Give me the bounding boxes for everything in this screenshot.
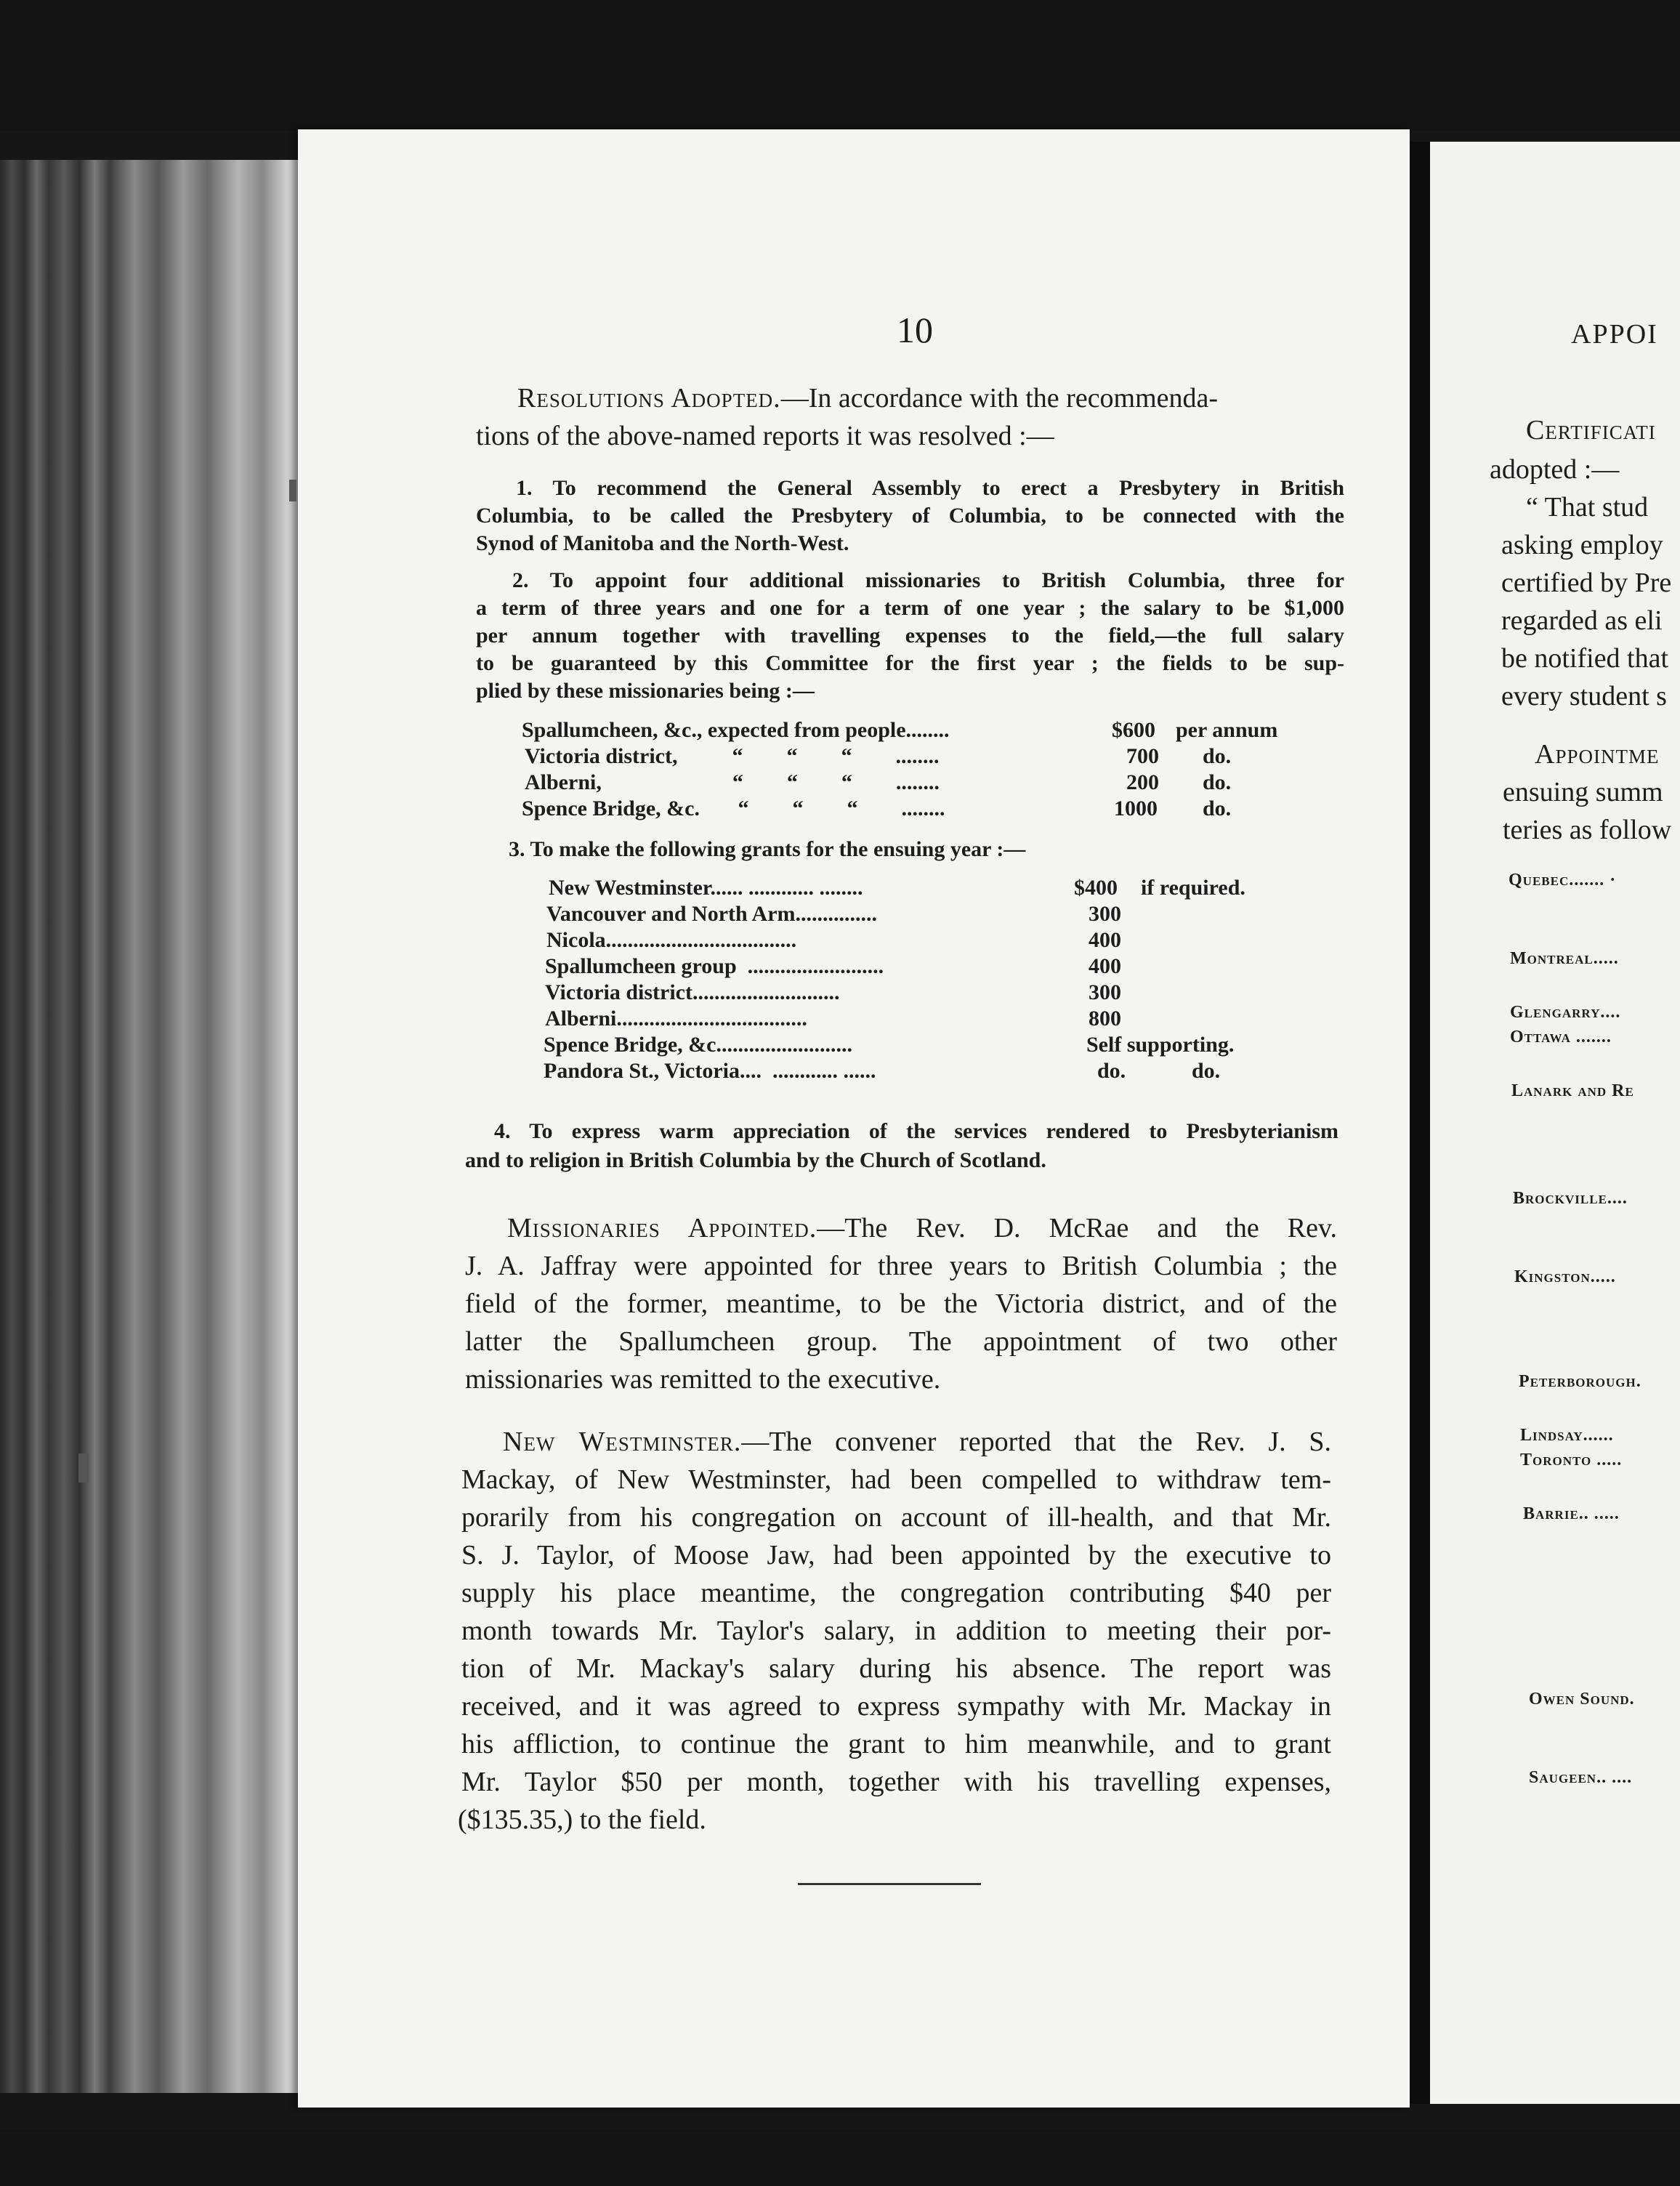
resolutions-intro-1: —In accordance with the recommenda- [780,383,1219,414]
section-divider-rule [798,1883,981,1885]
presbytery-label: Brockville.... [1513,1189,1628,1208]
missionaries-paragraph-line: missionaries was remitted to the executive. [465,1364,941,1395]
westminster-paragraph-line: porarily from his congregation on account of ill-health, and that Mr. [461,1502,1331,1533]
resolution-2-line: plied by these missionaries being :— [476,679,815,703]
grant-amount: 300 [1089,902,1121,926]
resolution-2-line: a term of three years and one for a term of one year ; the salary to be $1,000 [476,596,1344,620]
right-page-line: adopted :— [1490,454,1620,485]
field-note: do. [1203,770,1232,794]
margin-mark [78,1453,89,1483]
resolution-1-line: 1. To recommend the General Assembly to erect a Presbytery in British [516,476,1344,500]
westminster-paragraph-line: received, and it was agreed to express sympathy with Mr. Mackay in [461,1691,1331,1722]
resolutions-paragraph-line [517,382,1346,414]
grant-amount: Self supporting. [1086,1033,1235,1057]
right-page-line: teries as follow [1503,815,1672,845]
field-amount: $600 [1112,718,1155,742]
field-name: Spallumcheen, &c., expected from people........ [522,718,950,742]
westminster-text: —The convener reported that the Rev. J. S. [741,1427,1331,1457]
grant-amount: 400 [1089,954,1121,978]
grant-amount: 800 [1089,1007,1121,1031]
right-page-line: every student s [1501,681,1667,711]
right-page-header: APPOI [1571,319,1658,350]
presbytery-label: Quebec....... · [1509,871,1617,890]
grant-note: if required. [1141,876,1245,900]
right-page-line: Appointme [1535,739,1660,770]
right-page-line: certified by Pre [1501,568,1672,598]
westminster-paragraph-line: Mackay, of New Westminster, had been compelled to withdraw tem- [461,1464,1331,1495]
book-page-edges [0,160,305,2093]
scan-background-top [0,0,1680,131]
westminster-heading: New Westminster. [503,1427,742,1457]
right-page-line: be notified that [1501,643,1669,674]
missionaries-paragraph-line [507,1212,1337,1244]
grant-amount: 300 [1089,980,1121,1004]
presbytery-label: Lindsay...... [1520,1426,1614,1445]
westminster-paragraph-line [503,1426,1331,1458]
book-gutter [1410,142,1430,2104]
presbytery-label: Toronto ..... [1520,1451,1623,1469]
right-page-line: Certificati [1526,415,1656,445]
grant-name: Pandora St., Victoria.... ............ ...... [544,1059,876,1083]
presbytery-label: Montreal..... [1510,949,1619,968]
right-page-line: ensuing summ [1503,777,1663,807]
grant-name: Victoria district........................... [545,980,840,1004]
missionaries-heading: Missionaries Appointed. [507,1213,817,1243]
westminster-paragraph-line: tion of Mr. Mackay's salary during his absence. The report was [461,1653,1331,1684]
grant-name: New Westminster...... ............ ........ [549,876,863,900]
missionaries-paragraph-line: latter the Spallumcheen group. The appointment of two other [465,1326,1337,1357]
margin-mark [289,480,296,501]
resolution-3-intro: 3. To make the following grants for the ensuing year :— [509,837,1026,861]
scan-background-bottom [0,2129,1680,2186]
resolution-1-line: Columbia, to be called the Presbytery of Columbia, to be connected with the [476,504,1344,528]
field-name: Alberni, “ “ “ ........ [525,770,940,794]
field-name: Spence Bridge, &c. “ “ “ ........ [522,796,945,820]
presbytery-label: Kingston..... [1514,1267,1616,1286]
presbytery-label: Barrie.. ..... [1523,1504,1620,1523]
field-note: do. [1203,744,1232,768]
westminster-paragraph-line: month towards Mr. Taylor's salary, in addition to meeting their por- [461,1616,1331,1646]
field-amount: 1000 [1114,796,1158,820]
presbytery-label: Peterborough. [1519,1372,1641,1391]
field-note: do. [1203,796,1232,820]
resolution-2-line: to be guaranteed by this Committee for the first year ; the fields to be sup- [476,651,1344,675]
field-amount: 700 [1126,744,1159,768]
right-page-line: asking employ [1501,530,1663,560]
resolution-2-line: 2. To appoint four additional missionaries to British Columbia, three for [512,568,1344,592]
field-name: Victoria district, “ “ “ ........ [525,744,940,768]
westminster-paragraph-line: Mr. Taylor $50 per month, together with his travelling expenses, [461,1767,1331,1797]
presbytery-label: Saugeen.. .... [1529,1768,1633,1787]
resolutions-intro-2: tions of the above-named reports it was resolved :— [476,421,1054,451]
presbytery-label: Owen Sound. [1529,1690,1635,1709]
presbytery-label: Lanark and Re [1511,1081,1634,1100]
grant-note: do. [1192,1059,1221,1083]
grant-amount: $400 [1074,876,1118,900]
presbytery-label: Glengarry.... [1510,1003,1621,1022]
grant-name: Spallumcheen group ......................... [545,954,884,978]
grant-amount: do. [1097,1059,1126,1083]
grant-name: Vancouver and North Arm............... [546,902,878,926]
resolution-4-line: and to religion in British Columbia by the Church of Scotland. [465,1148,1046,1172]
westminster-paragraph-line: his affliction, to continue the grant to him meanwhile, and to grant [461,1729,1331,1759]
grant-amount: 400 [1089,928,1121,952]
grant-name: Alberni................................... [545,1007,807,1031]
resolution-1-line: Synod of Manitoba and the North-West. [476,531,849,555]
missionaries-text: —The Rev. D. McRae and the Rev. [817,1213,1337,1243]
right-page-line: regarded as eli [1501,605,1663,636]
field-note: per annum [1176,718,1278,742]
resolution-4-line: 4. To express warm appreciation of the services rendered to Presbyterianism [494,1119,1338,1143]
westminster-paragraph-line: ($135.35,) to the field. [458,1804,706,1835]
right-page-line: “ That stud [1526,492,1649,523]
westminster-paragraph-line: supply his place meantime, the congregation contributing $40 per [461,1578,1331,1608]
resolutions-heading: Resolutions Adopted. [517,383,781,414]
field-amount: 200 [1126,770,1159,794]
grant-name: Spence Bridge, &c......................... [544,1033,852,1057]
missionaries-paragraph-line: field of the former, meantime, to be the Victoria district, and of the [465,1288,1337,1319]
missionaries-paragraph-line: J. A. Jaffray were appointed for three years to British Columbia ; the [465,1251,1337,1281]
grant-name: Nicola................................... [546,928,797,952]
westminster-paragraph-line: S. J. Taylor, of Moose Jaw, had been appointed by the executive to [461,1540,1331,1570]
resolution-2-line: per annum together with travelling expenses to the field,—the full salary [476,624,1344,648]
page-number: 10 [897,310,933,350]
presbytery-label: Ottawa ....... [1510,1028,1612,1046]
